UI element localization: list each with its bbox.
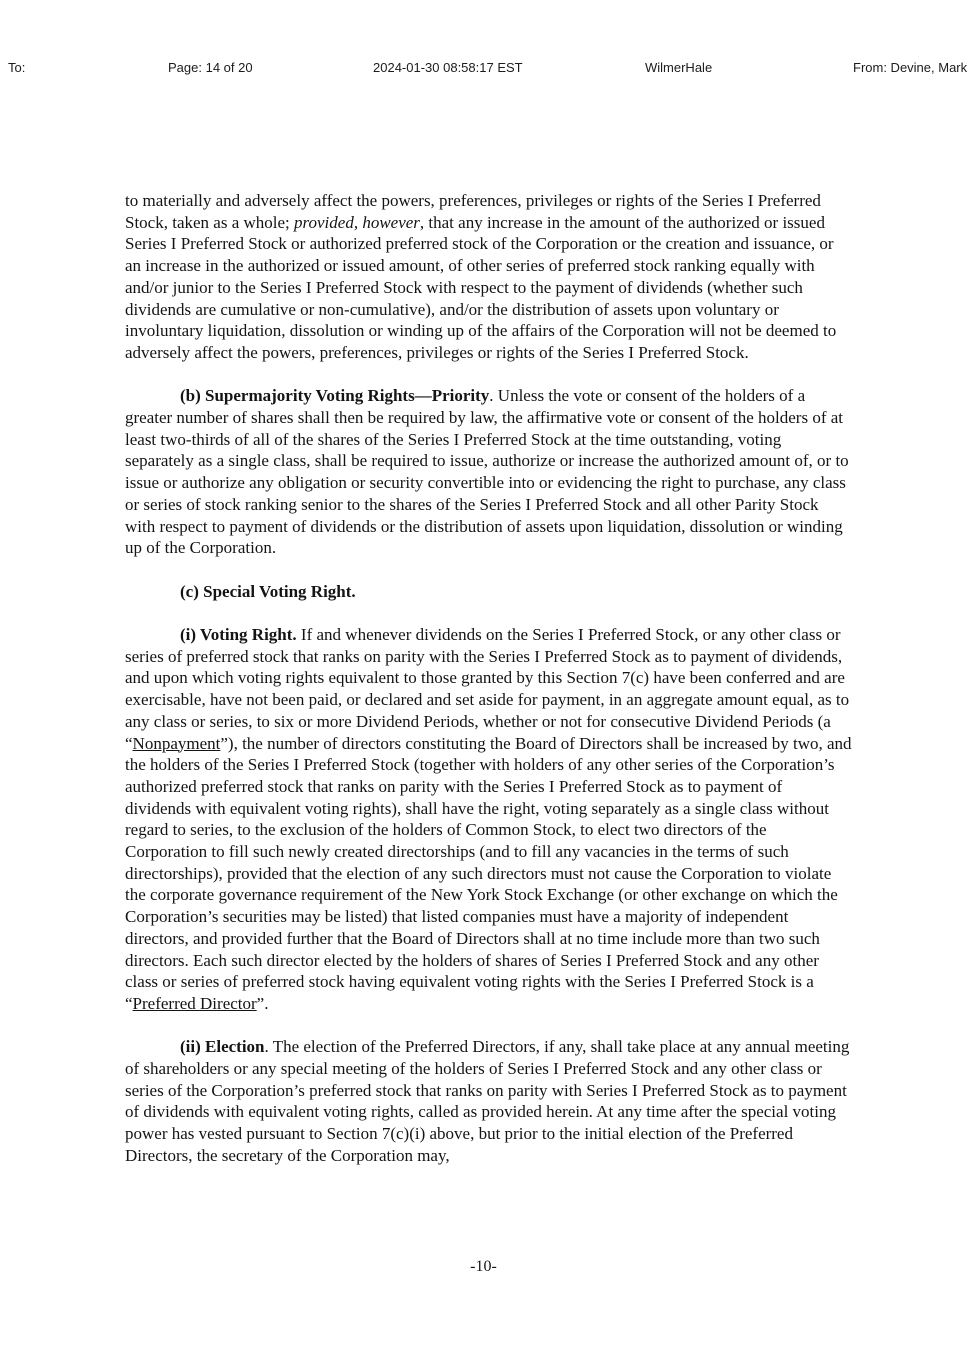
text-segment-italic: provided, however — [294, 212, 420, 232]
text-segment-underline: Nonpayment — [132, 733, 221, 753]
text-segment-bold: (b) Supermajority Voting Rights—Priority — [180, 386, 490, 406]
document-body — [125, 190, 852, 1188]
page-number-footer: -10- — [470, 1258, 497, 1275]
text-segment-normal: If and whenever dividends on the Series I Preferred Stock, or any other class or series of preferred stock that ranks on parity with the Series I Preferred Stock as to payment of dividends, and upon which voting rights equivalent to those granted by this Section 7(c) have been conferred and are exercisable, have not been paid, or declared and set aside for payment, in an aggregate amount equal, as to any class or series, to six or more Dividend Periods, whether or not for consecutive Dividend Periods (a “ — [125, 625, 850, 753]
paragraph-c-special-voting-right — [125, 581, 852, 603]
text-segment-normal: , that any increase in the amount of the authorized or issued Series I Preferred Stock or authorized preferred stock of the Corporation or the creation and issuance, or an increase in the authorized or issued amount, of other series of preferred stock ranking equally with and/or junior to the Series I Preferred Stock with respect to the payment of dividends (whether such dividends are cumulative or non-cumulative), and/or the distribution of assets upon voluntary or involuntary liquidation, dissolution or winding up of the affairs of the Corporation will not be deemed to adversely affect the powers, preferences, privileges or rights of the Series I Preferred Stock. — [125, 212, 837, 362]
text-segment-normal: ”), the number of directors constituting the Board of Directors shall be increased by two, and the holders of the Series I Preferred Stock (together with holders of any other series of the Corporation’s authorized preferred stock that ranks on parity with the Series I Preferred Stock as to payment of dividends with equivalent voting rights), shall have the right, voting separately as a single class without regard to series, to the exclusion of the holders of Common Stock, to elect two directors of the Corporation to fill such newly created directorships (and to fill any vacancies in the terms of such directorships), provided that the election of any such directors must not cause the Corporation to violate the corporate governance requirement of the New York Stock Exchange (or other exchange on which the Corporation’s securities may be listed) that listed companies must have a majority of independent directors, and provided further that the Board of Directors shall at no time include more than two such directors. Each such director elected by the holders of shares of Series I Preferred Stock and any other class or series of preferred stock having equivalent voting rights with the Series I Preferred Stock is a “ — [125, 733, 852, 1013]
text-segment-underline: Preferred Director — [132, 993, 257, 1013]
text-segment-bold: (c) Special Voting Right. — [180, 581, 356, 601]
text-segment-bold: (i) Voting Right. — [180, 625, 297, 645]
text-segment-normal: . Unless the vote or consent of the holders of a greater number of shares shall then be required by law, the affirmative vote or consent of the holders of at least two-thirds of all of the shares of the Series I Preferred Stock at the time outstanding, voting separately as a single class, shall be required to issue, authorize or increase the authorized amount of, or to issue or authorize any obligation or security convertible into or evidencing the right to purchase, any class or series of stock ranking senior to the shares of the Series I Preferred Stock and all other Parity Stock with respect to payment of dividends or the distribution of assets upon liquidation, dissolution or winding up of the Corporation. — [125, 386, 849, 558]
paragraph-b-supermajority-voting-rights — [125, 385, 852, 559]
text-segment-normal: . The election of the Preferred Directors, if any, shall take place at any annual meeting of shareholders or any special meeting of the holders of Series I Preferred Stock and any other class or series of the Corporation’s preferred stock that ranks on parity with Series I Preferred Stock as to payment of dividends with equivalent voting rights, called as provided herein. At any time after the special voting power has vested pursuant to Section 7(c)(i) above, but prior to the initial election of the Preferred Directors, the secretary of the Corporation may, — [125, 1037, 850, 1165]
text-segment-normal: ”. — [256, 993, 269, 1013]
fax-header — [0, 60, 967, 78]
fax-header-to: To: — [8, 60, 26, 75]
text-segment-bold: (ii) Election — [180, 1037, 265, 1057]
paragraph-i-voting-right — [125, 624, 852, 1015]
fax-header-timestamp: 2024-01-30 08:58:17 EST — [373, 60, 523, 75]
fax-header-from: From: Devine, Mark — [853, 60, 967, 75]
paragraph-ii-election — [125, 1036, 852, 1166]
paragraph-continuation — [125, 190, 852, 364]
text-segment-normal: to materially and adversely affect the powers, preferences, privileges or rights of the Series I Preferred Stock, taken as a whole; — [125, 191, 821, 232]
fax-header-page-info: Page: 14 of 20 — [168, 60, 253, 75]
fax-header-company: WilmerHale — [645, 60, 713, 75]
